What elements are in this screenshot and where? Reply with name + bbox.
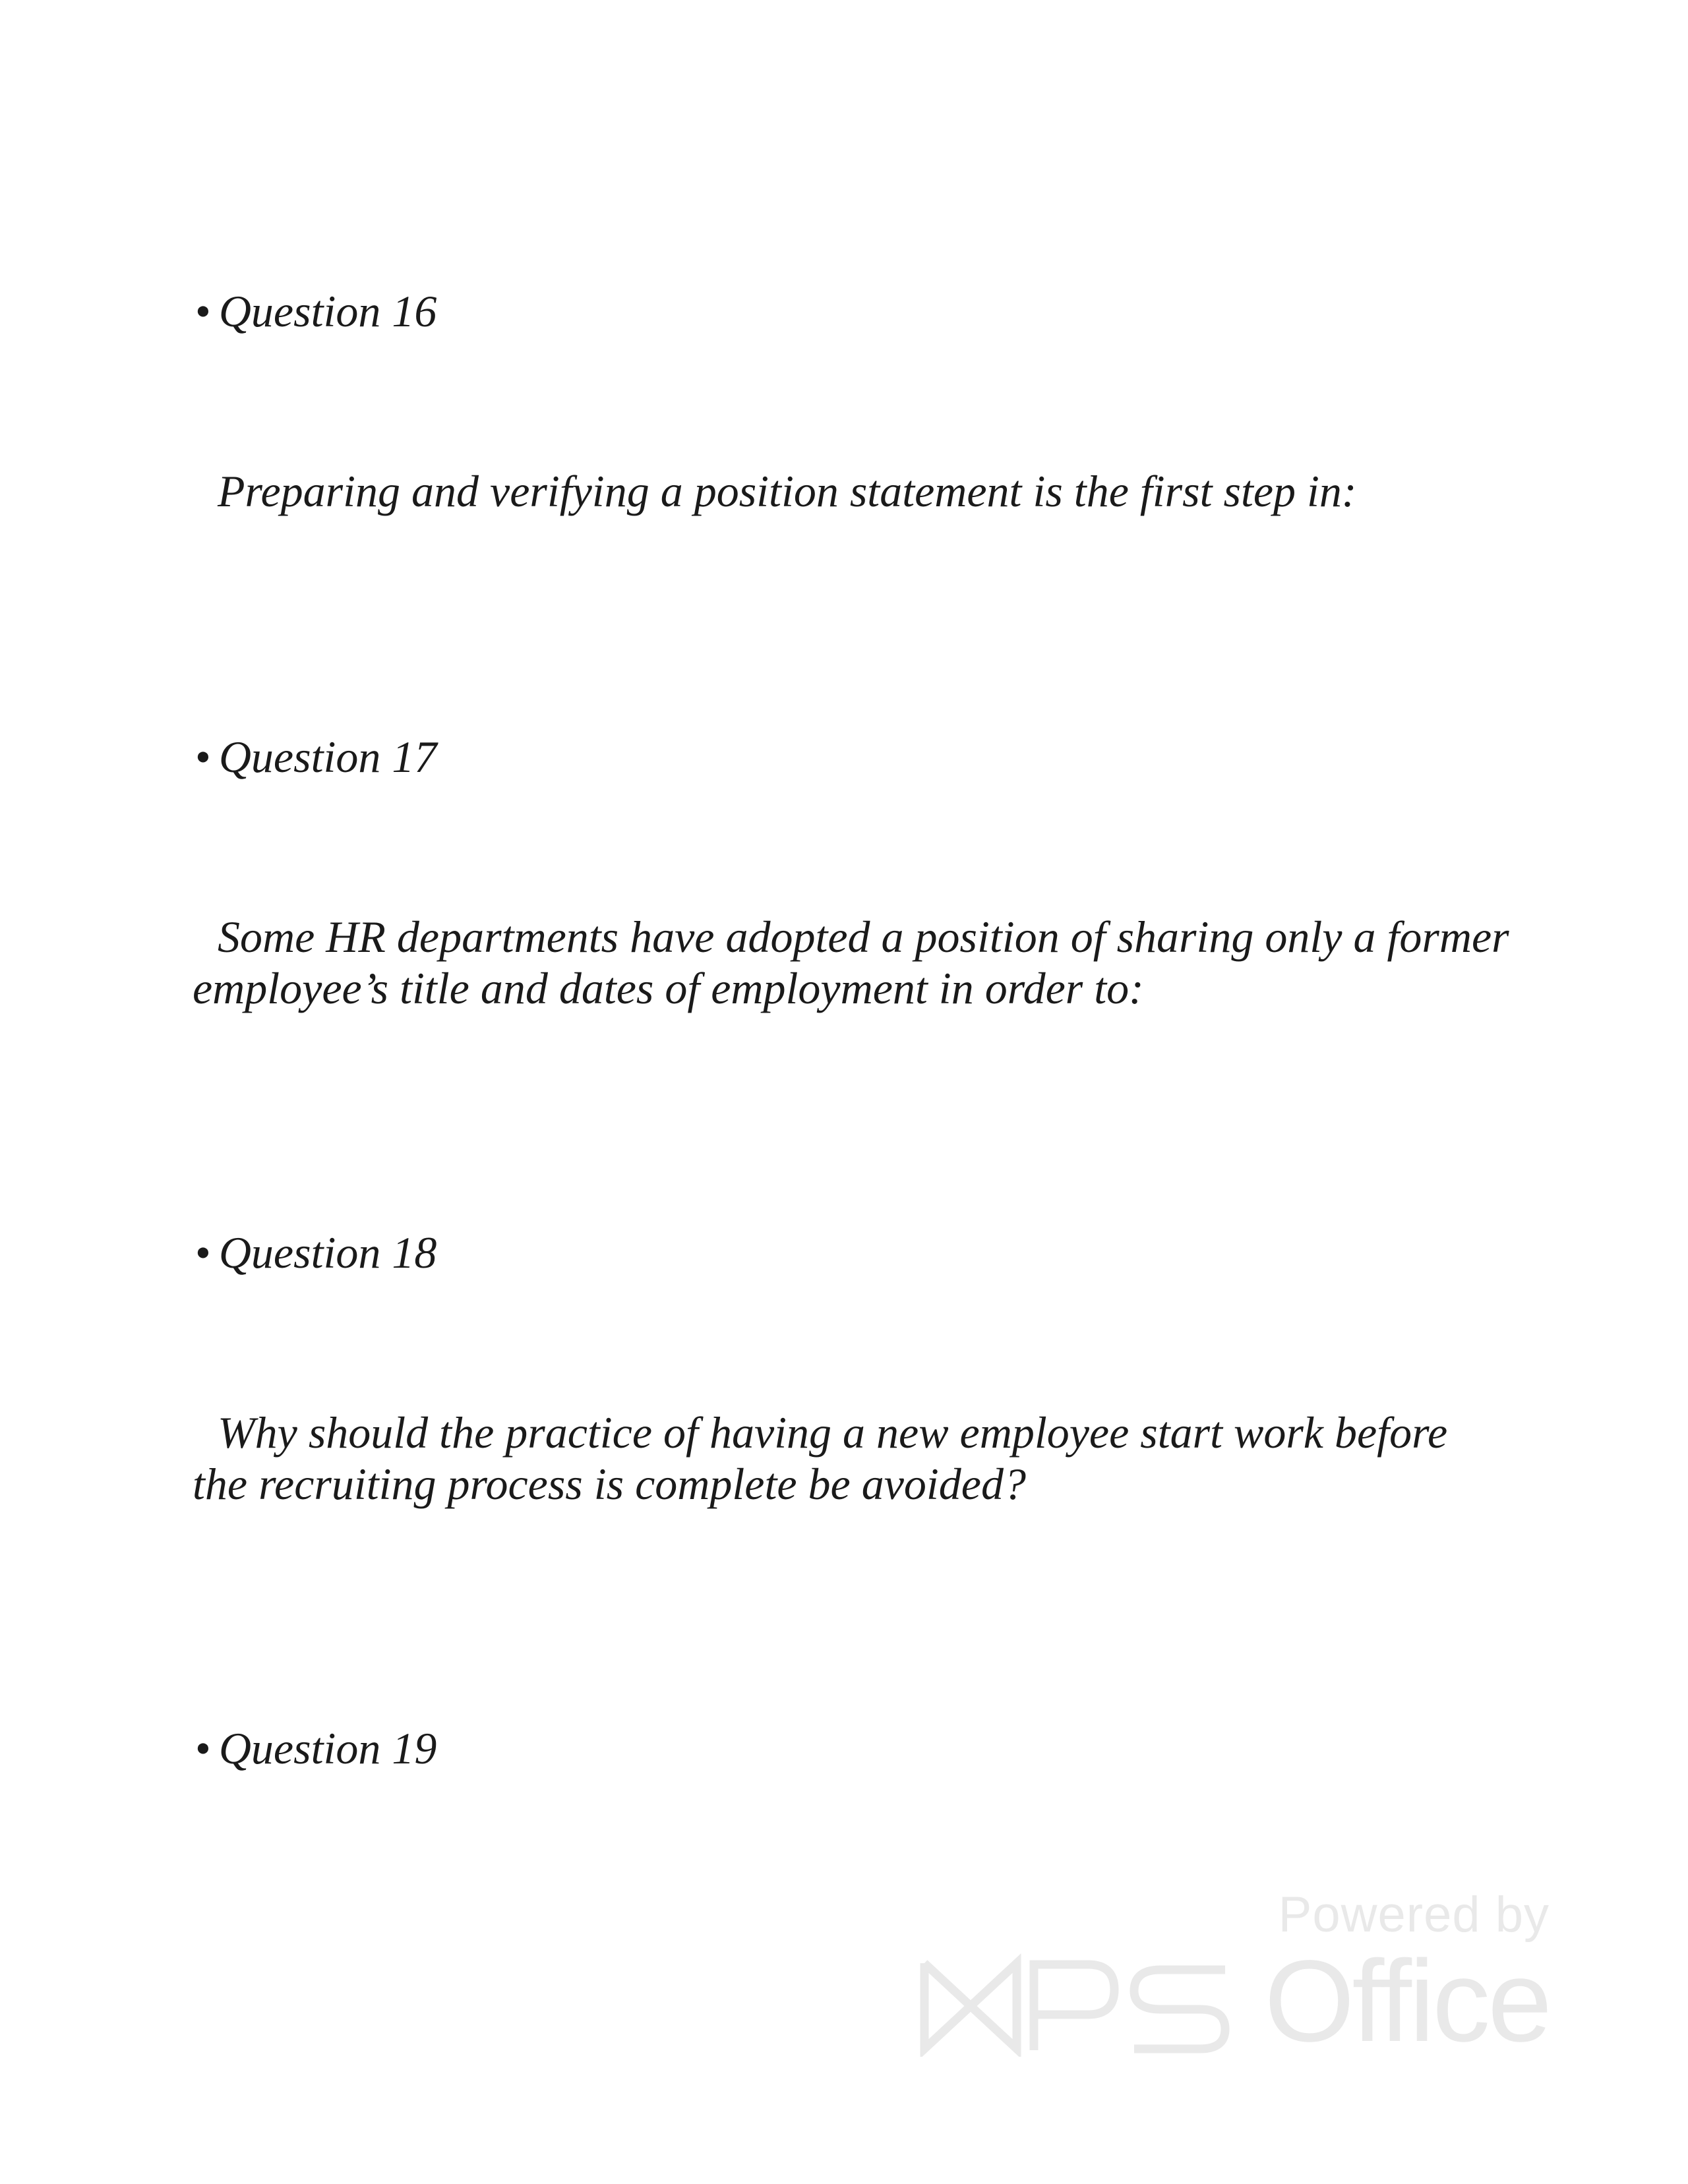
wps-office-watermark <box>917 1885 1550 2070</box>
bullet-icon: • <box>195 1227 211 1278</box>
bullet-icon: • <box>195 732 211 782</box>
question-16-text: Preparing and verifying a position statement is the first step in: <box>218 466 1357 516</box>
question-16-heading <box>195 285 437 338</box>
question-heading-label: Question 18 <box>218 1227 437 1278</box>
bullet-icon: • <box>195 286 211 336</box>
watermark-office-text: Office <box>1264 1937 1550 2066</box>
bullet-icon: • <box>195 1723 211 1773</box>
question-18-heading <box>195 1226 437 1279</box>
watermark-powered-by: Powered by <box>1278 1887 1550 1943</box>
question-17-heading <box>195 730 437 783</box>
question-heading-label: Question 19 <box>218 1723 437 1773</box>
question-18-text: Why should the practice of having a new employee start work before the recruiting process is complete be avoided? <box>193 1407 1448 1509</box>
question-17-text: Some HR departments have adopted a position of sharing only a former employee’s title and dates of employment in order to: <box>193 912 1509 1013</box>
question-heading-label: Question 16 <box>218 286 437 336</box>
question-heading-label: Question 17 <box>218 732 437 782</box>
wps-logo-icon <box>917 1951 1233 2057</box>
question-19-heading <box>195 1722 437 1775</box>
